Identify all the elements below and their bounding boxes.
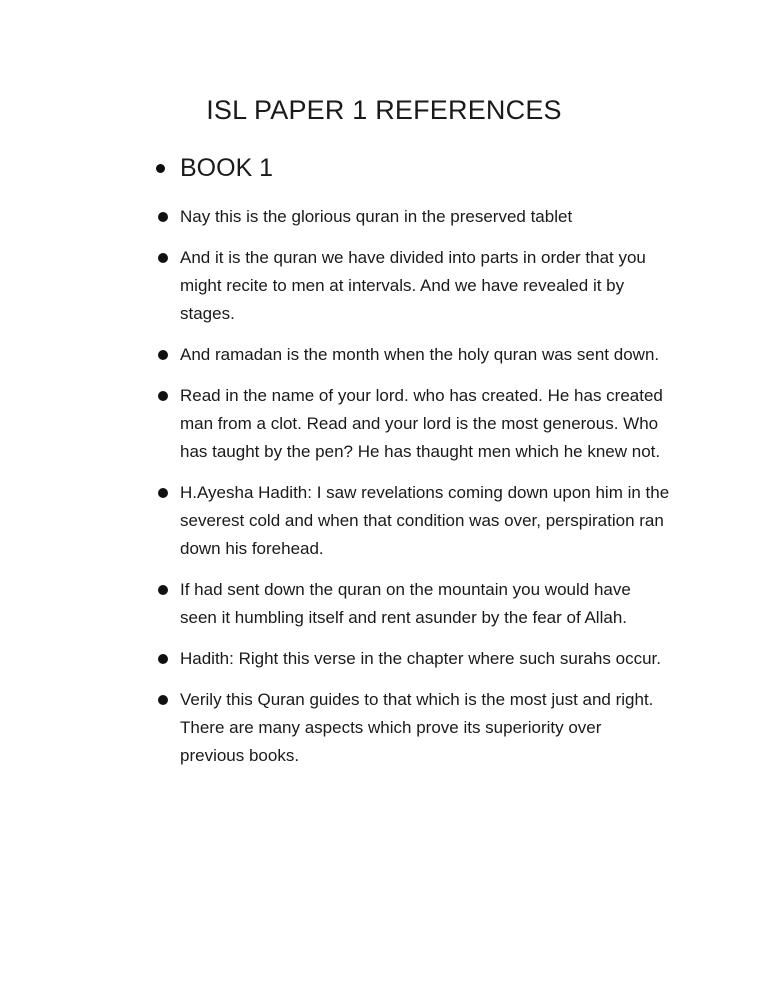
bullet-icon (158, 695, 168, 705)
list-item-text: Hadith: Right this verse in the chapter where such surahs occur. (180, 649, 661, 668)
list-item-text: Read in the name of your lord. who has created. He has created man from a clot. Read and your lord is the most generous. Who has taught by the pen? He has thaught men which he knew not. (180, 386, 663, 461)
list-item-text: If had sent down the quran on the mountain you would have seen it humbling itself and rent asunder by the fear of Allah. (180, 580, 631, 627)
bullet-icon (158, 212, 168, 222)
bullet-icon (158, 391, 168, 401)
list-item-text: Nay this is the glorious quran in the preserved tablet (180, 207, 573, 226)
list-item-text: H.Ayesha Hadith: I saw revelations coming down upon him in the severest cold and when that condition was over, perspiration ran down his forehead. (180, 483, 670, 558)
bullet-icon (158, 488, 168, 498)
reference-list (0, 203, 768, 770)
document-title: ISL PAPER 1 REFERENCES (206, 95, 562, 125)
bullet-icon (156, 164, 165, 173)
list-item (180, 479, 670, 563)
list-item (180, 341, 670, 369)
bullet-icon (158, 654, 168, 664)
list-item (180, 244, 670, 328)
bullet-icon (158, 585, 168, 595)
list-item-text: And ramadan is the month when the holy quran was sent down. (180, 345, 660, 364)
bullet-icon (158, 253, 168, 263)
section-heading-book-1 (156, 153, 768, 183)
list-item (180, 576, 670, 632)
list-item-text: And it is the quran we have divided into parts in order that you might recite to men at intervals. And we have revealed it by stages. (180, 248, 646, 323)
list-item (180, 382, 670, 466)
list-item (180, 686, 670, 770)
bullet-icon (158, 350, 168, 360)
list-item-text: Verily this Quran guides to that which is the most just and right. There are many aspects which prove its superiority over previous books. (180, 690, 654, 765)
list-item (180, 645, 670, 673)
list-item (180, 203, 670, 231)
section-heading-label: BOOK 1 (180, 154, 274, 182)
